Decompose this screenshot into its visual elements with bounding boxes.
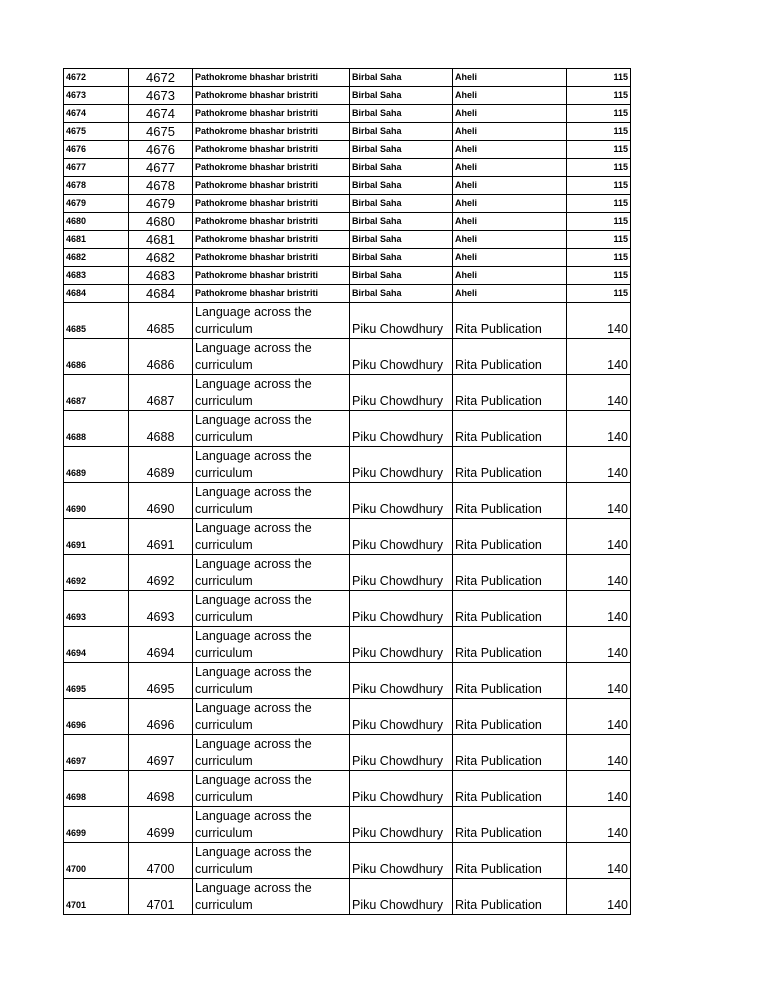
price-cell: 140 (567, 303, 631, 339)
book-title-cell: Language across the curriculum (193, 339, 350, 375)
book-title-cell: Pathokrome bhashar bristriti (193, 159, 350, 177)
price-cell: 140 (567, 879, 631, 915)
publisher-cell: Rita Publication (453, 699, 567, 735)
serial-number-cell: 4686 (64, 339, 129, 375)
price-cell: 140 (567, 375, 631, 411)
price-cell: 115 (567, 267, 631, 285)
publisher-cell: Rita Publication (453, 843, 567, 879)
serial-number-cell: 4681 (64, 231, 129, 249)
publisher-cell: Aheli (453, 267, 567, 285)
table-body (64, 69, 631, 915)
price-cell: 115 (567, 285, 631, 303)
price-cell: 140 (567, 843, 631, 879)
author-cell: Piku Chowdhury (350, 771, 453, 807)
serial-number-cell: 4678 (64, 177, 129, 195)
price-cell: 115 (567, 159, 631, 177)
book-title-cell: Language across the curriculum (193, 375, 350, 411)
price-cell: 140 (567, 663, 631, 699)
accession-number-cell: 4688 (129, 411, 193, 447)
book-title-cell: Language across the curriculum (193, 411, 350, 447)
book-title-cell: Pathokrome bhashar bristriti (193, 69, 350, 87)
table-row (64, 519, 631, 555)
accession-number-cell: 4692 (129, 555, 193, 591)
table-row (64, 411, 631, 447)
table-row (64, 591, 631, 627)
accession-number-cell: 4672 (129, 69, 193, 87)
table-row (64, 105, 631, 123)
accession-number-cell: 4683 (129, 267, 193, 285)
price-cell: 140 (567, 699, 631, 735)
price-cell: 140 (567, 483, 631, 519)
author-cell: Piku Chowdhury (350, 699, 453, 735)
table-row (64, 267, 631, 285)
accession-number-cell: 4691 (129, 519, 193, 555)
book-title-cell: Pathokrome bhashar bristriti (193, 231, 350, 249)
accession-number-cell: 4695 (129, 663, 193, 699)
publisher-cell: Aheli (453, 195, 567, 213)
book-title-cell: Pathokrome bhashar bristriti (193, 123, 350, 141)
author-cell: Birbal Saha (350, 87, 453, 105)
author-cell: Birbal Saha (350, 285, 453, 303)
table-row (64, 699, 631, 735)
table-row (64, 663, 631, 699)
author-cell: Piku Chowdhury (350, 303, 453, 339)
serial-number-cell: 4692 (64, 555, 129, 591)
author-cell: Piku Chowdhury (350, 339, 453, 375)
accession-number-cell: 4694 (129, 627, 193, 663)
publisher-cell: Aheli (453, 213, 567, 231)
serial-number-cell: 4699 (64, 807, 129, 843)
publisher-cell: Aheli (453, 105, 567, 123)
accession-number-cell: 4693 (129, 591, 193, 627)
serial-number-cell: 4683 (64, 267, 129, 285)
price-cell: 140 (567, 339, 631, 375)
publisher-cell: Aheli (453, 159, 567, 177)
book-title-cell: Language across the curriculum (193, 591, 350, 627)
price-cell: 140 (567, 807, 631, 843)
book-title-cell: Pathokrome bhashar bristriti (193, 249, 350, 267)
author-cell: Piku Chowdhury (350, 879, 453, 915)
author-cell: Piku Chowdhury (350, 375, 453, 411)
serial-number-cell: 4689 (64, 447, 129, 483)
price-cell: 115 (567, 249, 631, 267)
serial-number-cell: 4701 (64, 879, 129, 915)
price-cell: 140 (567, 411, 631, 447)
serial-number-cell: 4695 (64, 663, 129, 699)
publisher-cell: Rita Publication (453, 879, 567, 915)
table-row (64, 249, 631, 267)
book-title-cell: Language across the curriculum (193, 483, 350, 519)
table-row (64, 339, 631, 375)
table-row (64, 87, 631, 105)
serial-number-cell: 4677 (64, 159, 129, 177)
publisher-cell: Rita Publication (453, 303, 567, 339)
publisher-cell: Aheli (453, 123, 567, 141)
book-title-cell: Language across the curriculum (193, 843, 350, 879)
author-cell: Birbal Saha (350, 213, 453, 231)
spreadsheet-page (63, 68, 631, 915)
publisher-cell: Aheli (453, 231, 567, 249)
table-row (64, 123, 631, 141)
accession-number-cell: 4678 (129, 177, 193, 195)
serial-number-cell: 4696 (64, 699, 129, 735)
book-title-cell: Language across the curriculum (193, 555, 350, 591)
publisher-cell: Rita Publication (453, 591, 567, 627)
table-row (64, 195, 631, 213)
book-title-cell: Language across the curriculum (193, 807, 350, 843)
author-cell: Birbal Saha (350, 195, 453, 213)
price-cell: 115 (567, 141, 631, 159)
author-cell: Piku Chowdhury (350, 591, 453, 627)
author-cell: Piku Chowdhury (350, 555, 453, 591)
publisher-cell: Rita Publication (453, 807, 567, 843)
table-row (64, 213, 631, 231)
author-cell: Birbal Saha (350, 123, 453, 141)
publisher-cell: Rita Publication (453, 771, 567, 807)
accession-number-cell: 4699 (129, 807, 193, 843)
accession-number-cell: 4685 (129, 303, 193, 339)
serial-number-cell: 4690 (64, 483, 129, 519)
publisher-cell: Rita Publication (453, 411, 567, 447)
book-title-cell: Language across the curriculum (193, 879, 350, 915)
author-cell: Piku Chowdhury (350, 519, 453, 555)
accession-number-cell: 4675 (129, 123, 193, 141)
table-row (64, 483, 631, 519)
book-title-cell: Pathokrome bhashar bristriti (193, 141, 350, 159)
accession-number-cell: 4679 (129, 195, 193, 213)
accession-number-cell: 4687 (129, 375, 193, 411)
publisher-cell: Rita Publication (453, 375, 567, 411)
book-title-cell: Language across the curriculum (193, 735, 350, 771)
author-cell: Piku Chowdhury (350, 663, 453, 699)
serial-number-cell: 4673 (64, 87, 129, 105)
accession-number-cell: 4700 (129, 843, 193, 879)
publisher-cell: Aheli (453, 87, 567, 105)
book-title-cell: Language across the curriculum (193, 303, 350, 339)
author-cell: Birbal Saha (350, 69, 453, 87)
price-cell: 140 (567, 555, 631, 591)
book-title-cell: Language across the curriculum (193, 699, 350, 735)
author-cell: Piku Chowdhury (350, 447, 453, 483)
price-cell: 140 (567, 591, 631, 627)
publisher-cell: Rita Publication (453, 483, 567, 519)
author-cell: Birbal Saha (350, 141, 453, 159)
price-cell: 115 (567, 213, 631, 231)
author-cell: Birbal Saha (350, 159, 453, 177)
serial-number-cell: 4694 (64, 627, 129, 663)
table-row (64, 879, 631, 915)
table-row (64, 177, 631, 195)
accession-number-cell: 4673 (129, 87, 193, 105)
table-row (64, 159, 631, 177)
table-row (64, 231, 631, 249)
book-title-cell: Pathokrome bhashar bristriti (193, 105, 350, 123)
price-cell: 115 (567, 105, 631, 123)
book-title-cell: Language across the curriculum (193, 771, 350, 807)
book-title-cell: Pathokrome bhashar bristriti (193, 267, 350, 285)
publisher-cell: Rita Publication (453, 555, 567, 591)
accession-number-cell: 4677 (129, 159, 193, 177)
serial-number-cell: 4675 (64, 123, 129, 141)
author-cell: Piku Chowdhury (350, 483, 453, 519)
table-row (64, 843, 631, 879)
serial-number-cell: 4698 (64, 771, 129, 807)
table-row (64, 375, 631, 411)
price-cell: 115 (567, 177, 631, 195)
serial-number-cell: 4672 (64, 69, 129, 87)
author-cell: Piku Chowdhury (350, 735, 453, 771)
price-cell: 140 (567, 735, 631, 771)
publisher-cell: Rita Publication (453, 663, 567, 699)
author-cell: Piku Chowdhury (350, 843, 453, 879)
serial-number-cell: 4685 (64, 303, 129, 339)
publisher-cell: Rita Publication (453, 627, 567, 663)
table-row (64, 735, 631, 771)
serial-number-cell: 4680 (64, 213, 129, 231)
accession-number-cell: 4681 (129, 231, 193, 249)
serial-number-cell: 4676 (64, 141, 129, 159)
publisher-cell: Aheli (453, 177, 567, 195)
price-cell: 140 (567, 519, 631, 555)
table-row (64, 627, 631, 663)
accession-number-cell: 4676 (129, 141, 193, 159)
publisher-cell: Rita Publication (453, 519, 567, 555)
accession-number-cell: 4674 (129, 105, 193, 123)
serial-number-cell: 4691 (64, 519, 129, 555)
accession-number-cell: 4684 (129, 285, 193, 303)
publisher-cell: Rita Publication (453, 339, 567, 375)
accession-number-cell: 4696 (129, 699, 193, 735)
accession-number-cell: 4682 (129, 249, 193, 267)
price-cell: 140 (567, 627, 631, 663)
serial-number-cell: 4679 (64, 195, 129, 213)
author-cell: Piku Chowdhury (350, 627, 453, 663)
book-title-cell: Language across the curriculum (193, 627, 350, 663)
accession-number-cell: 4680 (129, 213, 193, 231)
publisher-cell: Rita Publication (453, 447, 567, 483)
author-cell: Birbal Saha (350, 105, 453, 123)
book-title-cell: Language across the curriculum (193, 663, 350, 699)
accession-number-cell: 4686 (129, 339, 193, 375)
table-row (64, 69, 631, 87)
accession-number-cell: 4689 (129, 447, 193, 483)
book-title-cell: Language across the curriculum (193, 519, 350, 555)
serial-number-cell: 4682 (64, 249, 129, 267)
table-row (64, 303, 631, 339)
author-cell: Piku Chowdhury (350, 807, 453, 843)
book-title-cell: Language across the curriculum (193, 447, 350, 483)
price-cell: 140 (567, 447, 631, 483)
serial-number-cell: 4693 (64, 591, 129, 627)
author-cell: Piku Chowdhury (350, 411, 453, 447)
author-cell: Birbal Saha (350, 231, 453, 249)
table-row (64, 807, 631, 843)
price-cell: 140 (567, 771, 631, 807)
author-cell: Birbal Saha (350, 177, 453, 195)
publisher-cell: Aheli (453, 285, 567, 303)
table-row (64, 771, 631, 807)
price-cell: 115 (567, 195, 631, 213)
accession-number-cell: 4698 (129, 771, 193, 807)
book-title-cell: Pathokrome bhashar bristriti (193, 213, 350, 231)
publisher-cell: Aheli (453, 69, 567, 87)
author-cell: Birbal Saha (350, 249, 453, 267)
serial-number-cell: 4687 (64, 375, 129, 411)
price-cell: 115 (567, 69, 631, 87)
table-row (64, 285, 631, 303)
table-row (64, 447, 631, 483)
serial-number-cell: 4697 (64, 735, 129, 771)
publisher-cell: Rita Publication (453, 735, 567, 771)
serial-number-cell: 4674 (64, 105, 129, 123)
book-title-cell: Pathokrome bhashar bristriti (193, 177, 350, 195)
serial-number-cell: 4684 (64, 285, 129, 303)
price-cell: 115 (567, 231, 631, 249)
book-title-cell: Pathokrome bhashar bristriti (193, 285, 350, 303)
accession-number-cell: 4697 (129, 735, 193, 771)
publisher-cell: Aheli (453, 141, 567, 159)
accession-number-cell: 4690 (129, 483, 193, 519)
author-cell: Birbal Saha (350, 267, 453, 285)
table-row (64, 555, 631, 591)
table-row (64, 141, 631, 159)
book-register-table (63, 68, 631, 915)
book-title-cell: Pathokrome bhashar bristriti (193, 195, 350, 213)
serial-number-cell: 4700 (64, 843, 129, 879)
serial-number-cell: 4688 (64, 411, 129, 447)
price-cell: 115 (567, 123, 631, 141)
publisher-cell: Aheli (453, 249, 567, 267)
price-cell: 115 (567, 87, 631, 105)
accession-number-cell: 4701 (129, 879, 193, 915)
book-title-cell: Pathokrome bhashar bristriti (193, 87, 350, 105)
